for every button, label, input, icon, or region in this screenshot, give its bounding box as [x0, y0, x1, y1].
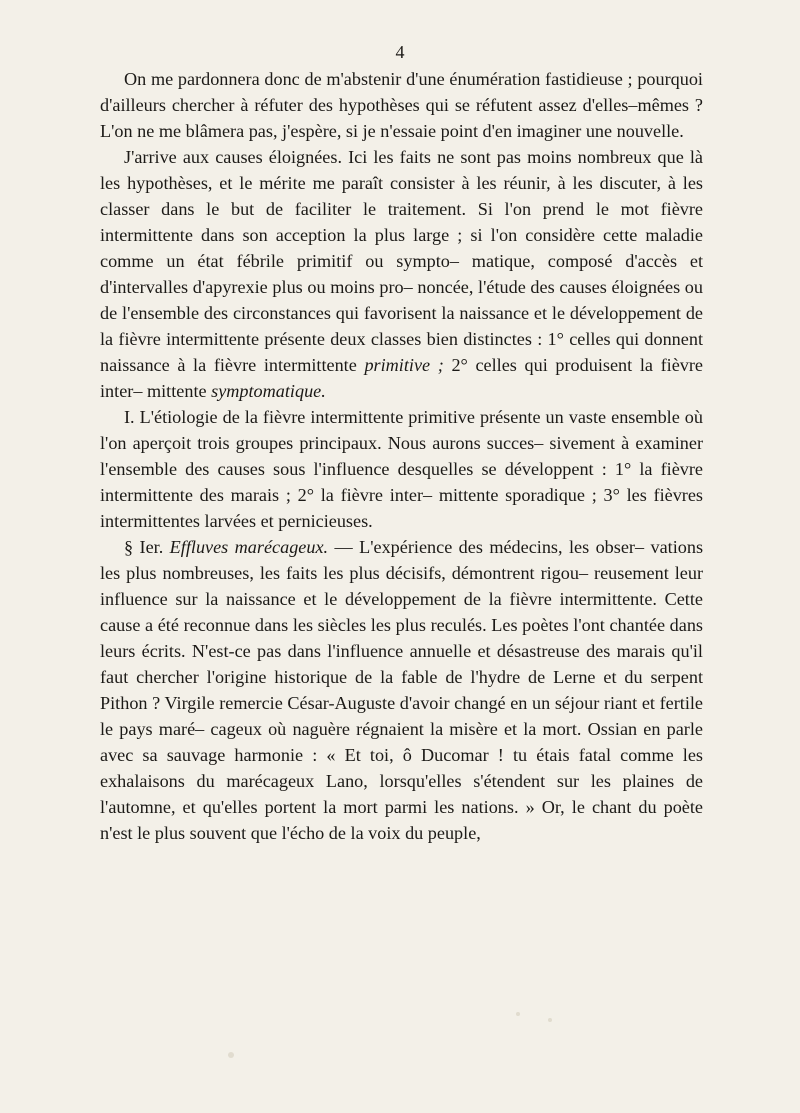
paragraph-4 [100, 534, 703, 846]
page-number: 4 [395, 42, 405, 62]
paragraph-3-text: I. L'étiologie de la fièvre intermittente primitive présente un vaste ensemble où l'on aperçoit trois groupes principaux. Nous aurons succes– sivement à examiner l'ensemble des causes sous l'influence desquelles se développent : 1° la fièvre intermittente des marais ; 2° la fièvre inter– mittente sporadique ; 3° les fièvres intermittentes larvées et pernicieuses. [100, 407, 703, 531]
paragraph-2-emphasis-primitive: primitive ; [364, 355, 444, 375]
paragraph-1 [100, 66, 703, 144]
paragraph-4-text: — L'expérience des médecins, les obser– vations les plus nombreuses, les faits les plus décisifs, démontrent rigou– reusement leur influence sur la naissance et le développement de la fièvre intermittente. Cette cause a été reconnue dans les siècles les plus reculés. Les poètes l'ont chantée dans leurs écrits. N'est-ce pas dans l'influence annuelle et désastreuse des marais qu'il faut chercher l'origine historique de la fable de l'hydre de Lerne et du serpent Pithon ? Virgile remercie César-Auguste d'avoir changé en un séjour riant et fertile le pays maré– cageux où naguère régnaient la misère et la mort. Ossian en parle avec sa sauvage harmonie : « Et toi, ô Ducomar ! tu étais fatal comme les exhalaisons du marécageux Lano, lorsqu'elles s'étendent sur les plaines de l'automne, et qu'elles portent la mort parmi les nations. » Or, le chant du poète n'est le plus souvent que l'écho de la voix du peuple, [100, 537, 704, 843]
body-text [100, 66, 703, 846]
paragraph-1-text: On me pardonnera donc de m'abstenir d'une énumération fastidieuse ; pourquoi d'ailleurs chercher à réfuter des hypothèses qui se réfutent assez d'elles–mêmes ? L'on ne me blâmera pas, j'espère, si je n'essaie point d'en imaginer une nouvelle. [100, 69, 703, 141]
paragraph-2-emphasis-symptomatique: symptomatique. [211, 381, 326, 401]
paragraph-3 [100, 404, 703, 534]
paragraph-2 [100, 144, 703, 404]
section-heading: Effluves marécageux. [169, 537, 329, 557]
paper-spot [516, 1012, 520, 1016]
section-marker: § Ier. [124, 537, 164, 557]
paper-spot [548, 1018, 552, 1022]
paragraph-2-text-a: J'arrive aux causes éloignées. Ici les faits ne sont pas moins nombreux que là les hypothèses, et le mérite me paraît consister à les réunir, à les discuter, à les classer dans le but de faciliter le traitement. Si l'on prend le mot fièvre intermittente dans son acception la plus large ; si l'on considère cette maladie comme un état fébrile primitif ou sympto– matique, composé d'accès et d'intervalles d'apyrexie plus ou moins pro– noncée, l'étude des causes éloignées ou de l'ensemble des circonstances qui favorisent la naissance et le développement de la fièvre intermittente présente deux classes bien distinctes : 1° celles qui donnent naissance à la fièvre intermittente [100, 147, 703, 375]
paragraph-2-text-b: 2° celles qui produisent la fièvre inter– mittente [100, 355, 703, 401]
paper-spot [228, 1052, 234, 1058]
